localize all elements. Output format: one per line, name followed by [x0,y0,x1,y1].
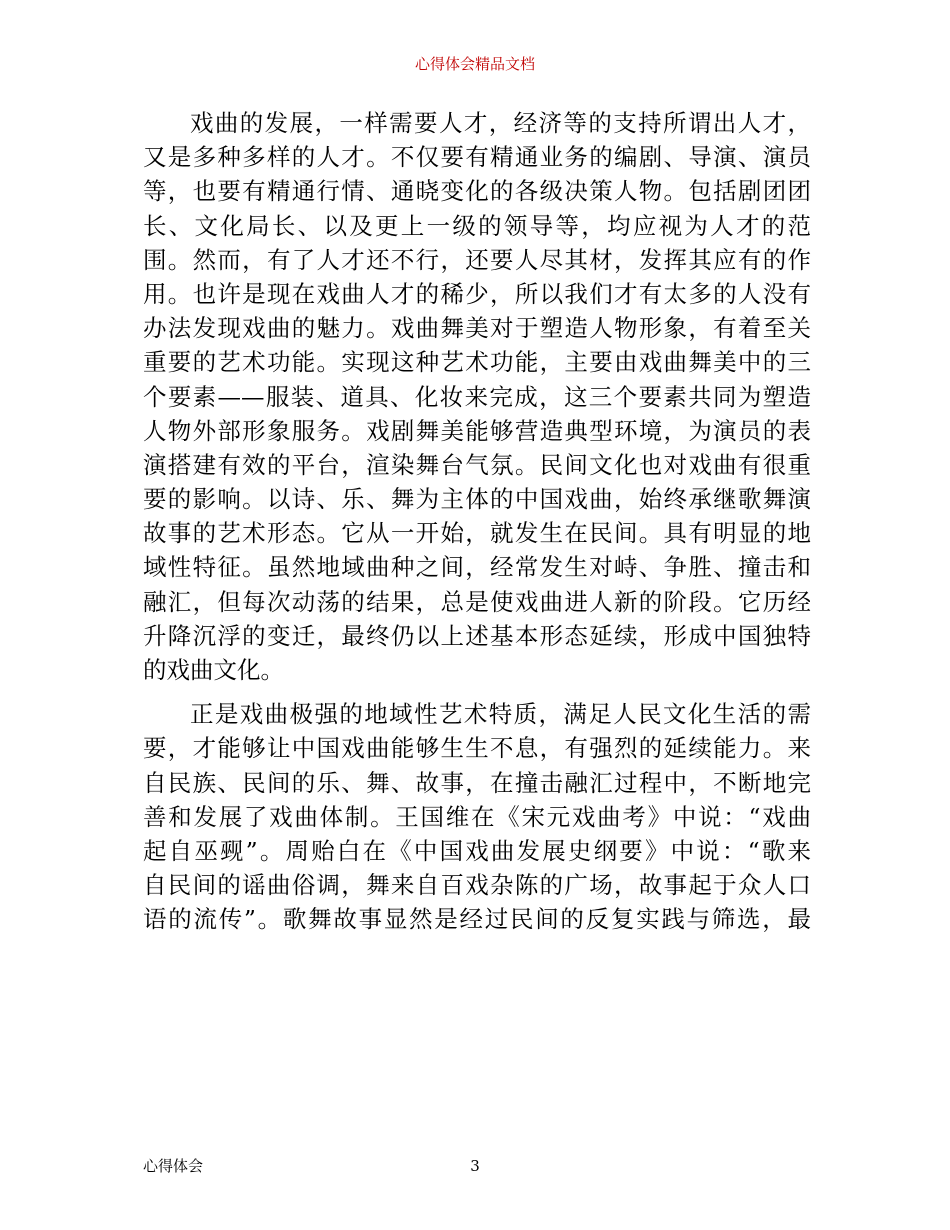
text-line: 故事的艺术形态。它从一开始，就发生在民间。具有明显的地 [143,519,811,548]
text-line: 自民间的谣曲俗调，舞来自百戏杂陈的广场，故事起于众人口 [143,871,811,900]
document-header-title: 心得体会精品文档 [414,55,535,73]
text-line: 融汇，但每次动荡的结果，总是使戏曲进人新的阶段。它历经 [143,587,811,616]
text-line: 的戏曲文化。 [143,656,284,684]
text-line: 域性特征。虽然地域曲种之间，经常发生对峙、争胜、撞击和 [143,553,811,582]
text-line: 语的流传”。歌舞故事显然是经过民间的反复实践与筛选，最 [143,905,811,934]
text-line: 升降沉浮的变迁，最终仍以上述基本形态延续，形成中国独特 [143,621,811,650]
text-line: 善和发展了戏曲体制。王国维在《宋元戏曲考》中说：“戏曲 [143,802,811,831]
text-line: 演搭建有效的平台，渲染舞台气氛。民间文化也对戏曲有很重 [143,450,811,479]
document-body [143,106,811,937]
text-line: 起自巫觋”。周贻白在《中国戏曲发展史纲要》中说：“歌来 [143,836,811,865]
text-line: 个要素——服装、道具、化妆来完成，这三个要素共同为塑造 [143,382,811,411]
text-line: 等，也要有精通行情、通晓变化的各级决策人物。包括剧团团 [143,177,811,206]
text-line: 戏曲的发展，一样需要人才，经济等的支持所谓出人才， [190,109,811,137]
text-line: 自民族、民间的乐、舞、故事，在撞击融汇过程中，不断地完 [143,768,811,797]
text-line: 要的影响。以诗、乐、舞为主体的中国戏曲，始终承继歌舞演 [143,485,811,514]
text-line: 办法发现戏曲的魅力。戏曲舞美对于塑造人物形象，有着至关 [143,314,811,343]
text-line: 人物外部形象服务。戏剧舞美能够营造典型环境，为演员的表 [143,416,811,445]
text-line: 围。然而，有了人才还不行，还要人尽其材，发挥其应有的作 [143,245,811,274]
page-number: 3 [470,1157,480,1175]
text-line: 又是多种多样的人才。不仅要有精通业务的编剧、导演、演员 [143,143,811,172]
text-line: 用。也许是现在戏曲人才的稀少，所以我们才有太多的人没有 [143,279,811,308]
text-line: 正是戏曲极强的地域性艺术特质，满足人民文化生活的需 [190,700,811,729]
text-line: 要，才能够让中国戏曲能够生生不息，有强烈的延续能力。来 [143,734,811,763]
text-line: 长、文化局长、以及更上一级的领导等，均应视为人才的范 [143,211,811,240]
text-line: 重要的艺术功能。实现这种艺术功能，主要由戏曲舞美中的三 [143,348,811,377]
footer-label: 心得体会 [143,1157,204,1175]
paragraph-spacer [143,687,811,697]
